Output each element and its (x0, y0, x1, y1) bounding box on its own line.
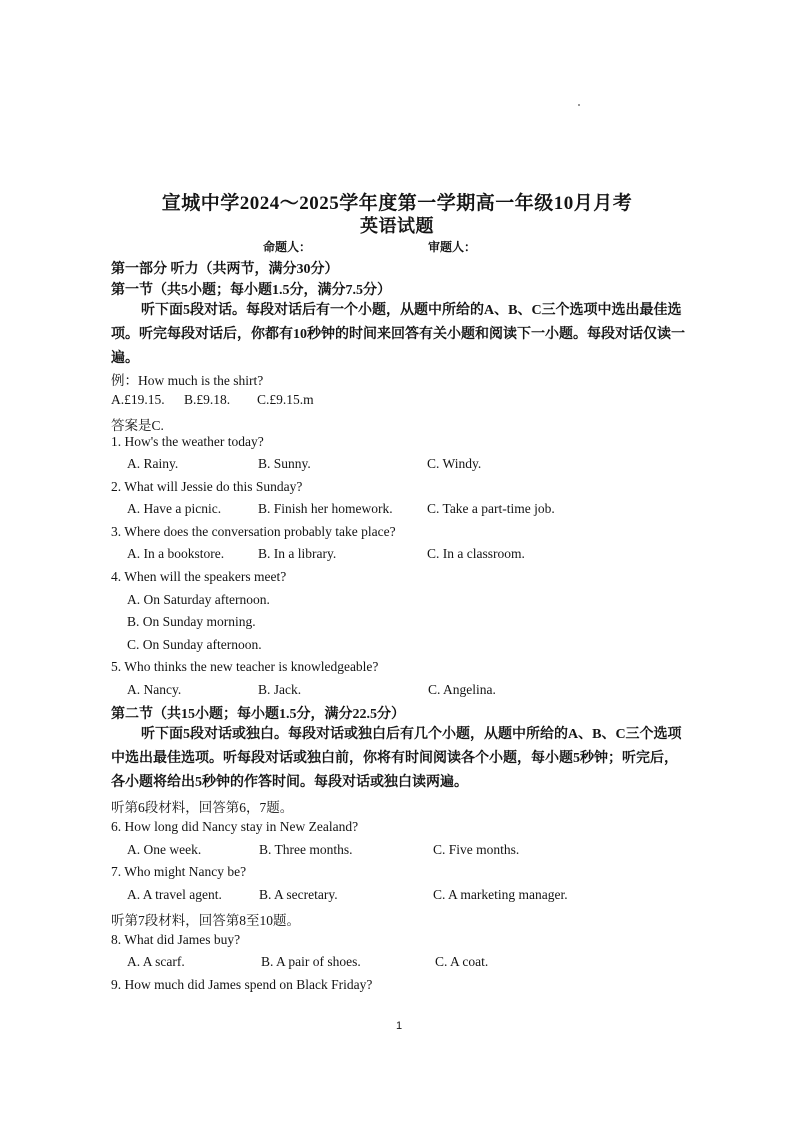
question-3: 3. Where does the conversation probably take place? (111, 524, 396, 539)
example-question: 例：How much is the shirt? (111, 373, 264, 388)
example-option-b: B.£9.18. (184, 392, 231, 407)
q8-option-a: A. A scarf. (127, 954, 185, 969)
question-1: 1. How's the weather today? (111, 434, 264, 449)
q3-option-a: A. In a bookstore. (127, 546, 225, 561)
q5-option-b: B. Jack. (258, 682, 302, 697)
question-2: 2. What will Jessie do this Sunday? (111, 479, 303, 494)
q8-option-c: C. A coat. (435, 954, 489, 969)
q2-option-b: B. Finish her homework. (258, 501, 393, 516)
q1-option-b: B. Sunny. (258, 456, 311, 471)
section2-instructions: 听下面5段对话或独白。每段对话或独白后有几个小题，从题中所给的A、B、C三个选项中选出最佳选项。听每段对话或独白前，你将有时间阅读各个小题，每小题5秒钟；听完后，各小题将给出5秒钟的作答时间。每段对话或独白读两遍。 (111, 727, 682, 790)
question-8: 8. What did James buy? (111, 932, 241, 947)
reviewer-label: 审题人： (428, 240, 477, 254)
setter-label: 命题人： (263, 240, 312, 254)
section1-heading: 第一节（共5小题；每小题1.5分，满分7.5分） (111, 283, 391, 298)
q7-option-c: C. A marketing manager. (433, 887, 568, 902)
q8-option-b: B. A pair of shoes. (261, 954, 361, 969)
example-option-a: A.£19.15. (111, 392, 165, 407)
question-9: 9. How much did James spend on Black Friday? (111, 977, 373, 992)
q4-option-a: A. On Saturday afternoon. (127, 592, 270, 607)
exam-subtitle: 英语试题 (360, 216, 434, 236)
q6-option-a: A. One week. (127, 842, 202, 857)
question-4: 4. When will the speakers meet? (111, 569, 287, 584)
question-6: 6. How long did Nancy stay in New Zealand? (111, 819, 359, 834)
group6-instruction: 听第6段材料，回答第6，7题。 (111, 800, 294, 815)
group7-instruction: 听第7段材料，回答第8至10题。 (111, 913, 300, 928)
scan-speck (578, 104, 580, 106)
q3-option-c: C. In a classroom. (427, 546, 525, 561)
q1-option-c: C. Windy. (427, 456, 482, 471)
q7-option-b: B. A secretary. (259, 887, 338, 902)
q6-option-c: C. Five months. (433, 842, 520, 857)
q6-option-b: B. Three months. (259, 842, 353, 857)
q2-option-a: A. Have a picnic. (127, 501, 222, 516)
q3-option-b: B. In a library. (258, 546, 337, 561)
question-5: 5. Who thinks the new teacher is knowledgeable? (111, 659, 379, 674)
question-7: 7. Who might Nancy be? (111, 864, 247, 879)
q1-option-a: A. Rainy. (127, 456, 179, 471)
q4-option-b: B. On Sunday morning. (127, 614, 256, 629)
q7-option-a: A. A travel agent. (127, 887, 222, 902)
q2-option-c: C. Take a part-time job. (427, 501, 555, 516)
exam-title: 宣城中学2024～2025学年度第一学期高一年级10月月考 (161, 193, 633, 214)
example-option-c: C.£9.15.m (257, 392, 314, 407)
q5-option-c: C. Angelina. (428, 682, 496, 697)
section2-heading: 第二节（共15小题；每小题1.5分，满分22.5分） (111, 707, 405, 722)
example-answer: 答案是C. (111, 418, 164, 433)
page-number: 1 (396, 1020, 403, 1032)
part1-heading: 第一部分 听力（共两节，满分30分） (111, 262, 339, 277)
q5-option-a: A. Nancy. (127, 682, 182, 697)
q4-option-c: C. On Sunday afternoon. (127, 637, 262, 652)
section1-instructions: 听下面5段对话。每段对话后有一个小题，从题中所给的A、B、C三个选项中选出最佳选项。听完每段对话后，你都有10秒钟的时间来回答有关小题和阅读下一小题。每段对话仅读一遍。 (111, 303, 685, 366)
